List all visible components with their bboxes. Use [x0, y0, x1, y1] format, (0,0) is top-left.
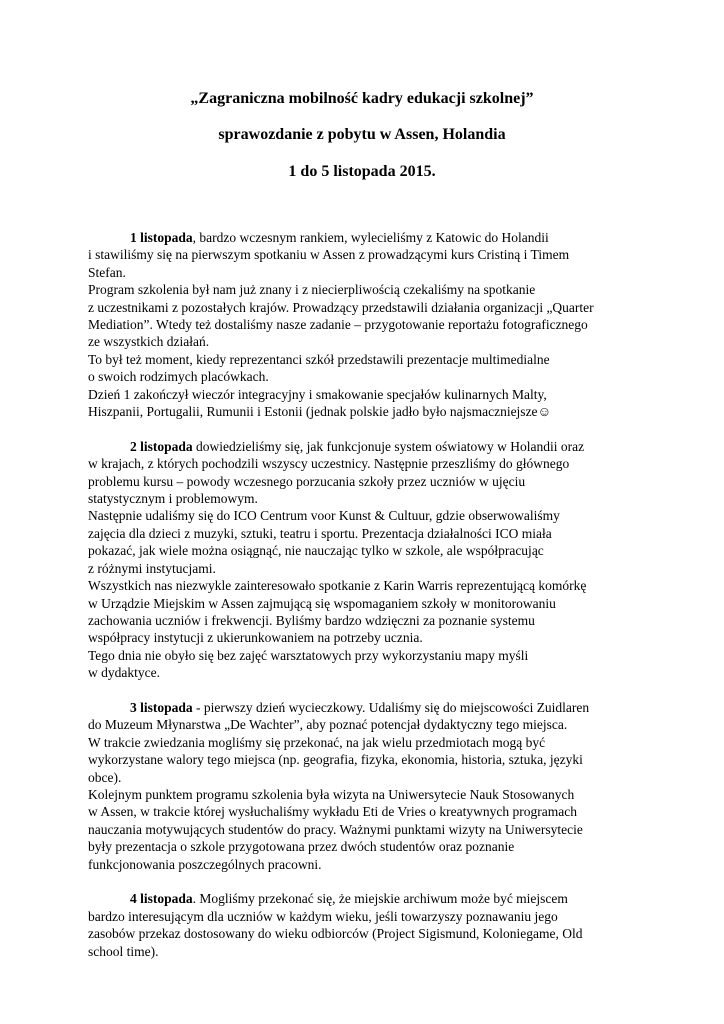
- body-text-line: obce).: [88, 769, 122, 785]
- body-text-line: o swoich rodzimych placówkach.: [88, 369, 269, 385]
- body-text-line: pokazać, jak wiele można osiągnąć, nie nauczając tylko w szkole, ale współpracując: [88, 543, 544, 559]
- paragraph-first-line: [88, 890, 648, 907]
- paragraph-first-line: [88, 229, 648, 246]
- body-text-line: Następnie udaliśmy się do ICO Centrum voor Kunst & Cultuur, gdzie obserwowaliśmy: [88, 508, 560, 524]
- body-text-line: nauczania motywujących studentów do pracy. Ważnymi punktami wizyty na Uniwersytecie: [88, 821, 583, 837]
- day-heading: 4 listopada: [130, 891, 193, 907]
- body-text-line: To był też moment, kiedy reprezentanci szkół przedstawili prezentacje multimedialne: [88, 351, 550, 367]
- body-text-line: zasobów przekaz dostosowany do wieku odbiorców (Project Sigismund, Koloniegame, Old: [88, 926, 583, 942]
- day-section: [88, 699, 648, 873]
- body-text-line: problemu kursu – powody wczesnego porzucania szkoły przez uczniów w ujęciu: [88, 473, 526, 489]
- body-text-line: wykorzystane walory tego miejsca (np. geografia, fizyka, ekonomia, historia, sztuka, języki: [88, 752, 583, 768]
- day-section: [88, 438, 648, 682]
- body-text-line: Tego dnia nie obyło się bez zajęć warsztatowych przy wykorzystaniu mapy myśli: [88, 647, 529, 663]
- body-text-line: Dzień 1 zakończył wieczór integracyjny i smakowanie specjałów kulinarnych Malty,: [88, 386, 547, 402]
- day-section: [88, 890, 648, 960]
- day-section: [88, 229, 648, 420]
- body-text-line: Program szkolenia był nam już znany i z niecierpliwością czekaliśmy na spotkanie: [88, 282, 536, 298]
- body-text-line: w krajach, z których pochodzili wszyscy uczestnicy. Następnie przeszliśmy do głównego: [88, 456, 570, 472]
- paragraph-first-line: [88, 438, 648, 455]
- body-text-line: w Urządzie Miejskim w Assen zajmującą się wspomaganiem szkoły w monitorowaniu: [88, 595, 556, 611]
- body-text-line: były prezentacja o szkole przygotowana przez dwóch studentów oraz poznanie: [88, 839, 515, 855]
- body-text-line: z uczestnikami z pozostałych krajów. Prowadzący przedstawili działania organizacji „Quarter: [88, 299, 594, 315]
- body-text-line: Wszystkich nas niezwykle zainteresowało spotkanie z Karin Warris reprezentującą komórkę: [88, 578, 587, 594]
- body-text-line: Mediation”. Wtedy też dostaliśmy nasze zadanie – przygotowanie reportażu fotograficznego: [88, 317, 588, 333]
- body-text-line: W trakcie zwiedzania mogliśmy się przekonać, na jak wielu przedmiotach mogą być: [88, 734, 546, 750]
- day-heading: 2 listopada: [130, 438, 193, 454]
- document-title: „Zagraniczna mobilność kadry edukacji szkolnej”: [190, 90, 534, 107]
- day-heading: 3 listopada: [130, 699, 193, 715]
- body-text-line: bardzo interesującym dla uczniów w każdym wieku, jeśli towarzyszy poznawaniu jego: [88, 908, 558, 924]
- day-intro-text: dowiedzieliśmy się, jak funkcjonuje system oświatowy w Holandii oraz: [192, 438, 585, 454]
- body-text-line: z różnymi instytucjami.: [88, 560, 216, 576]
- report-body: [88, 229, 648, 960]
- body-text-line: statystycznym i problemowym.: [88, 491, 258, 507]
- document-dates: 1 do 5 listopada 2015.: [288, 163, 436, 180]
- paragraph-first-line: [88, 699, 648, 716]
- body-text-line: zachowania uczniów i frekwencji. Byliśmy bardzo wdzięczni za poznanie systemu: [88, 612, 535, 628]
- body-text-line: do Muzeum Młynarstwa „De Wachter”, aby poznać potencjał dydaktyczny tego miejsca.: [88, 717, 568, 733]
- body-text-line: Kolejnym punktem programu szkolenia była wizyta na Uniwersytecie Nauk Stosowanych: [88, 786, 575, 802]
- day-heading: 1 listopada: [130, 230, 193, 245]
- body-text-line: school time).: [88, 943, 159, 959]
- body-text-line: Stefan.: [88, 264, 126, 280]
- day-intro-text: - pierwszy dzień wycieczkowy. Udaliśmy się do miejscowości Zuidlaren: [192, 699, 590, 715]
- day-intro-text: , bardzo wczesnym rankiem, wylecieliśmy z Katowic do Holandii: [192, 230, 549, 245]
- day-intro-text: . Mogliśmy przekonać się, że miejskie archiwum może być miejscem: [192, 891, 568, 907]
- body-text-line: Hiszpanii, Portugalii, Rumunii i Estonii (jednak polskie jadło było najsmaczniejsze☺: [88, 404, 552, 420]
- body-text-line: zajęcia dla dzieci z muzyki, sztuki, teatru i sportu. Prezentacja działalności ICO miała: [88, 525, 552, 541]
- body-text-line: w Assen, w trakcie której wysłuchaliśmy wykładu Eti de Vries o kreatywnych programach: [88, 804, 577, 820]
- body-text-line: funkcjonowania poszczególnych pracowni.: [88, 856, 322, 872]
- body-text-line: w dydaktyce.: [88, 665, 160, 681]
- body-text-line: ze wszystkich działań.: [88, 334, 210, 350]
- body-text-line: i stawiliśmy się na pierwszym spotkaniu w Assen z prowadzącymi kurs Cristiną i Timem: [88, 247, 570, 263]
- body-text-line: współpracy instytucji z ukierunkowaniem na potrzeby ucznia.: [88, 630, 423, 646]
- document-subtitle: sprawozdanie z pobytu w Assen, Holandia: [218, 126, 506, 143]
